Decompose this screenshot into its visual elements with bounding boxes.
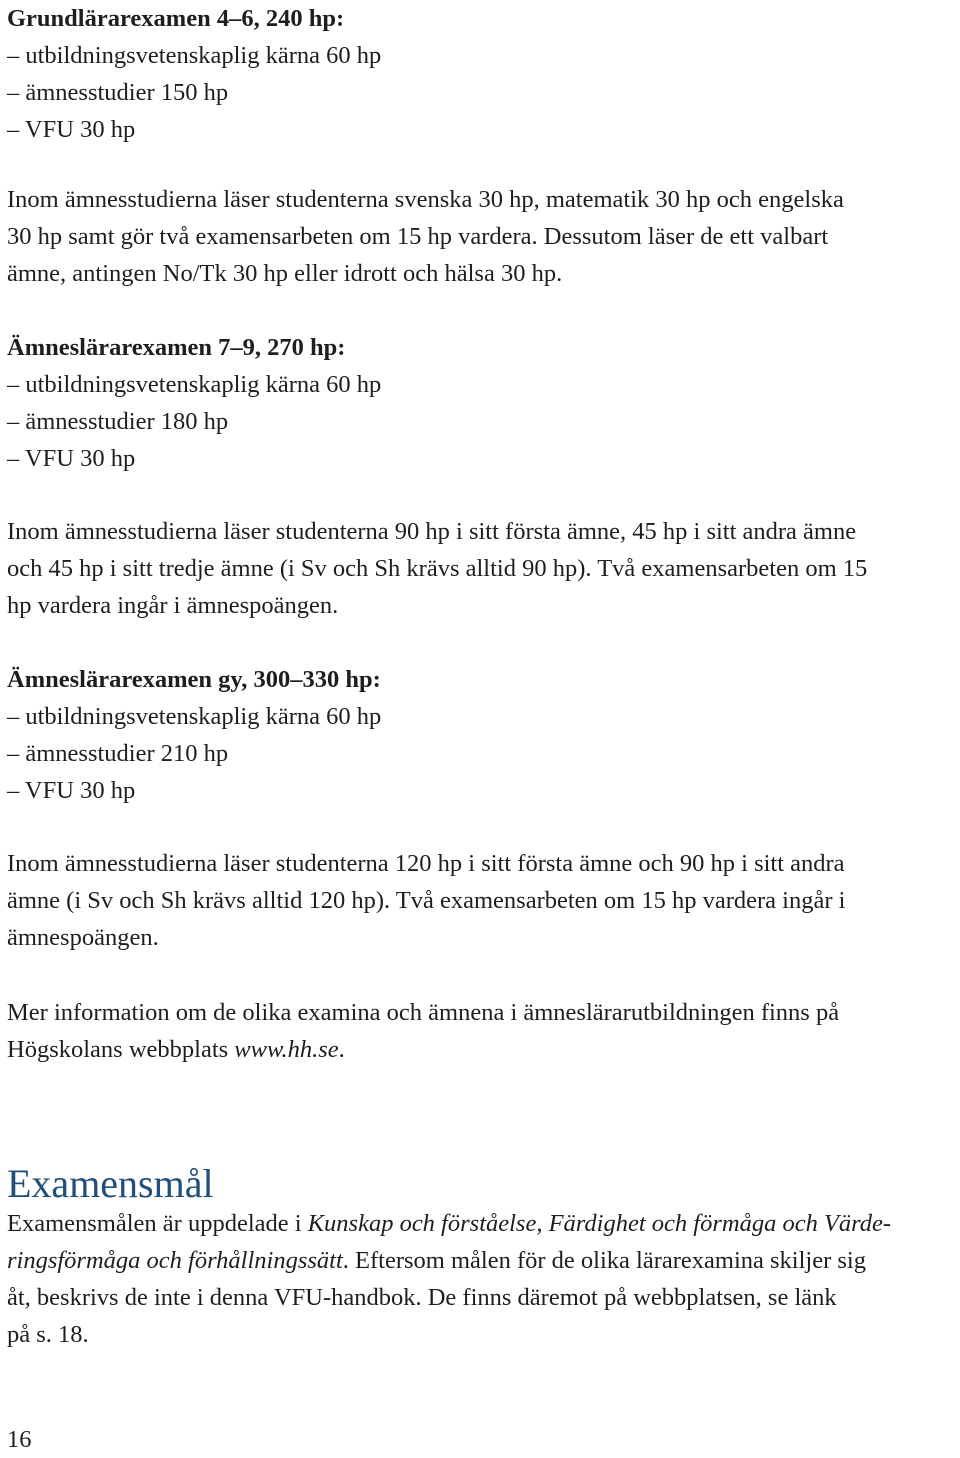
section-paragraph	[7, 181, 844, 292]
list-item: – utbildningsvetenskaplig kärna 60 hp	[7, 371, 382, 398]
website-link[interactable]: www.hh.se	[234, 1036, 339, 1063]
list-item: – ämnesstudier 180 hp	[7, 408, 229, 435]
list-item: – VFU 30 hp	[7, 777, 136, 804]
list-item: – VFU 30 hp	[7, 445, 136, 472]
paragraph-line: Inom ämnesstudierna läser studenterna 90 hp i sitt första ämne, 45 hp i sitt andra ämne	[7, 518, 857, 545]
paragraph-line	[7, 1031, 839, 1068]
section-heading: Ämneslärarexamen gy, 300–330 hp:	[7, 666, 381, 693]
paragraph-line: och 45 hp i sitt tredje ämne (i Sv och Sh krävs alltid 90 hp). Två examensarbeten om 15	[7, 555, 868, 582]
text-span: .	[338, 1036, 345, 1063]
list-item: – ämnesstudier 210 hp	[7, 740, 229, 767]
section-heading: Grundlärarexamen 4–6, 240 hp:	[7, 5, 345, 32]
paragraph-line: ämnespoängen.	[7, 924, 159, 951]
paragraph-line: åt, beskrivs de inte i denna VFU-handbok. De finns däremot på webbplatsen, se länk	[7, 1284, 837, 1311]
paragraph-line: ämne, antingen No/Tk 30 hp eller idrott och hälsa 30 hp.	[7, 260, 563, 287]
section-heading: Ämneslärarexamen 7–9, 270 hp:	[7, 334, 346, 361]
emphasis-text: Kunskap och förståelse, Färdighet och förmåga och Värde-	[307, 1210, 892, 1237]
emphasis-text: ringsförmåga och förhållningssätt	[7, 1247, 343, 1274]
page-number: 16	[7, 1426, 32, 1453]
section-amneslararexamen-gy	[7, 661, 381, 809]
list-item: – ämnesstudier 150 hp	[7, 79, 229, 106]
list-item: – utbildningsvetenskaplig kärna 60 hp	[7, 42, 382, 69]
paragraph-line: Mer information om de olika examina och ämnena i ämneslärarutbildningen finns på	[7, 999, 840, 1026]
paragraph-line: hp vardera ingår i ämnespoängen.	[7, 592, 339, 619]
section-paragraph	[7, 513, 867, 624]
paragraph-line	[7, 1205, 891, 1242]
list-item: – VFU 30 hp	[7, 116, 136, 143]
paragraph-line: 30 hp samt gör två examensarbeten om 15 hp vardera. Dessutom läser de ett valbart	[7, 223, 829, 250]
examensmal-title: Examensmål	[7, 1161, 214, 1206]
paragraph-line: Inom ämnesstudierna läser studenterna 120 hp i sitt första ämne och 90 hp i sitt andra	[7, 850, 845, 877]
text-span: Examensmålen är uppdelade i	[7, 1210, 308, 1237]
text-span: Högskolans webbplats	[7, 1036, 235, 1063]
paragraph-line	[7, 1242, 891, 1279]
paragraph-line: Inom ämnesstudierna läser studenterna svenska 30 hp, matematik 30 hp och engelska	[7, 186, 844, 213]
list-item: – utbildningsvetenskaplig kärna 60 hp	[7, 703, 382, 730]
section-grundlararexamen	[7, 0, 381, 148]
text-span: . Eftersom målen för de olika lärarexamina skiljer sig	[342, 1247, 866, 1274]
paragraph-line: på s. 18.	[7, 1321, 89, 1348]
paragraph-line: ämne (i Sv och Sh krävs alltid 120 hp). Två examensarbeten om 15 hp vardera ingår i	[7, 887, 846, 914]
section-paragraph	[7, 845, 845, 956]
examensmal-paragraph	[7, 1205, 891, 1353]
more-info-paragraph	[7, 994, 839, 1068]
section-amneslararexamen-7-9	[7, 329, 381, 477]
